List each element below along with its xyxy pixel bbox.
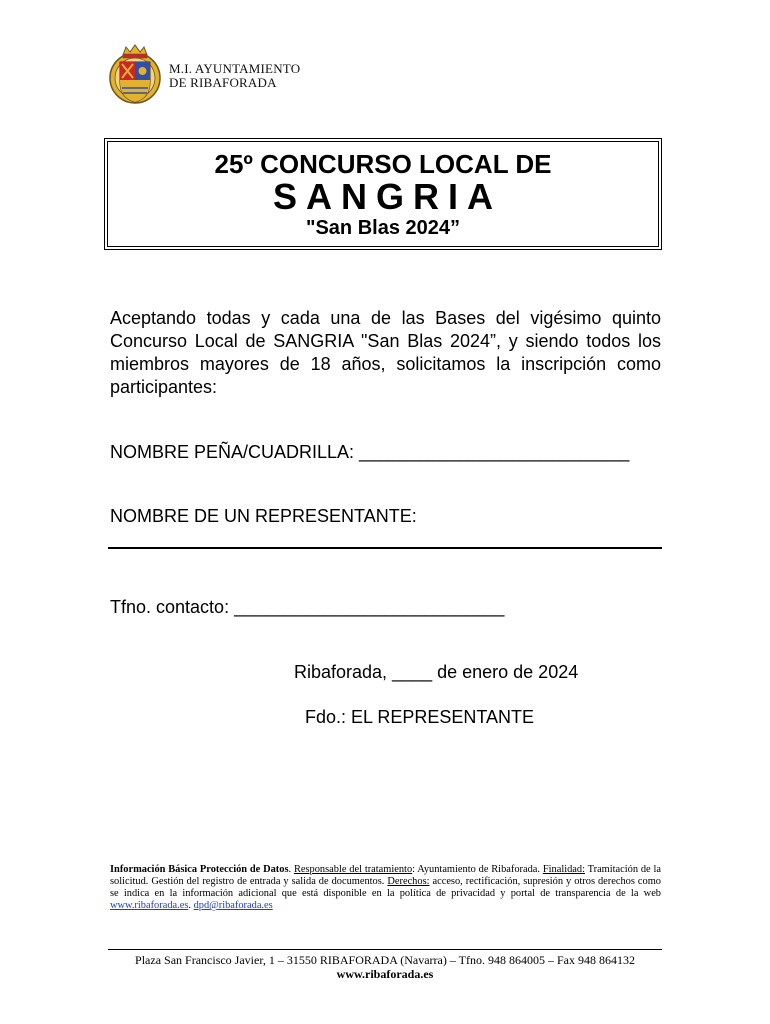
field-representante-label: NOMBRE DE UN REPRESENTANTE: — [110, 506, 417, 526]
legal-finalidad-value: Tramitación de la solicitud. Gestión del registro de entrada y salida de documentos. — [110, 864, 661, 887]
title-box-inner — [107, 141, 659, 247]
legal-separator: . — [188, 900, 194, 911]
legal-heading: Información Básica Protección de Datos — [110, 864, 289, 875]
legal-email-link[interactable]: dpd@ribaforada.es — [193, 900, 273, 911]
footer-divider — [108, 949, 662, 950]
title-line3: "San Blas 2024” — [305, 217, 460, 239]
legal-derechos-label: Derechos: — [387, 876, 430, 887]
title-line1: 25º CONCURSO LOCAL DE — [214, 149, 552, 179]
legal-derechos-value: acceso, rectificación, supresión y otros derechos como se indica en la información adicional que está disponible en la política de privacidad y portal de transparencia de la web — [110, 876, 661, 899]
legal-responsable-value: : Ayuntamiento de Ribaforada. — [412, 864, 543, 875]
organization-name — [169, 62, 389, 90]
title-line2: SANGRIA — [272, 176, 502, 217]
legal-responsable-label: Responsable del tratamiento — [293, 864, 413, 875]
field-representante-line[interactable] — [108, 547, 662, 549]
coat-of-arms-icon — [108, 42, 162, 110]
signature-label: Fdo.: EL REPRESENTANTE — [305, 707, 535, 727]
org-name-line2: DE RIBAFORADA — [169, 75, 277, 90]
field-fecha[interactable]: Ribaforada, ____ de enero de 2024 — [294, 662, 579, 682]
footer-website[interactable]: www.ribaforada.es — [336, 967, 434, 981]
intro-paragraph: Aceptando todas y cada una de las Bases del vigésimo quinto Concurso Local de SANGRIA "San Blas 2024”, y siendo todos los miembros mayores de 18 años, solicitamos la inscripción como participantes: — [110, 308, 661, 397]
field-telefono[interactable]: Tfno. contacto: ___________________________ — [110, 597, 505, 617]
footer — [108, 953, 662, 981]
legal-finalidad-label: Finalidad: — [542, 864, 585, 875]
legal-web-link[interactable]: www.ribaforada.es — [110, 900, 189, 911]
title-box — [104, 138, 662, 250]
footer-address: Plaza San Francisco Javier, 1 – 31550 RIBAFORADA (Navarra) – Tfno. 948 864005 – Fax 948 864132 — [135, 953, 635, 967]
field-pena-cuadrilla[interactable]: NOMBRE PEÑA/CUADRILLA: ___________________________ — [110, 442, 630, 462]
data-protection-notice: Información Básica Protección de Datos. Responsable del tratamiento: Ayuntamiento de Ribaforada. Finalidad: Tramitación de la solicitud. Gestión del registro de entrada y salida de documentos. Derechos: acceso, rectificación, supresión y otros derechos como se indica en la información adicional que está disponible en la política de privacidad y portal de transparencia de la web www.ribaforada.es. dpd@ribaforada.es — [110, 864, 661, 911]
org-name-line1: M.I. AYUNTAMIENTO — [169, 61, 301, 76]
